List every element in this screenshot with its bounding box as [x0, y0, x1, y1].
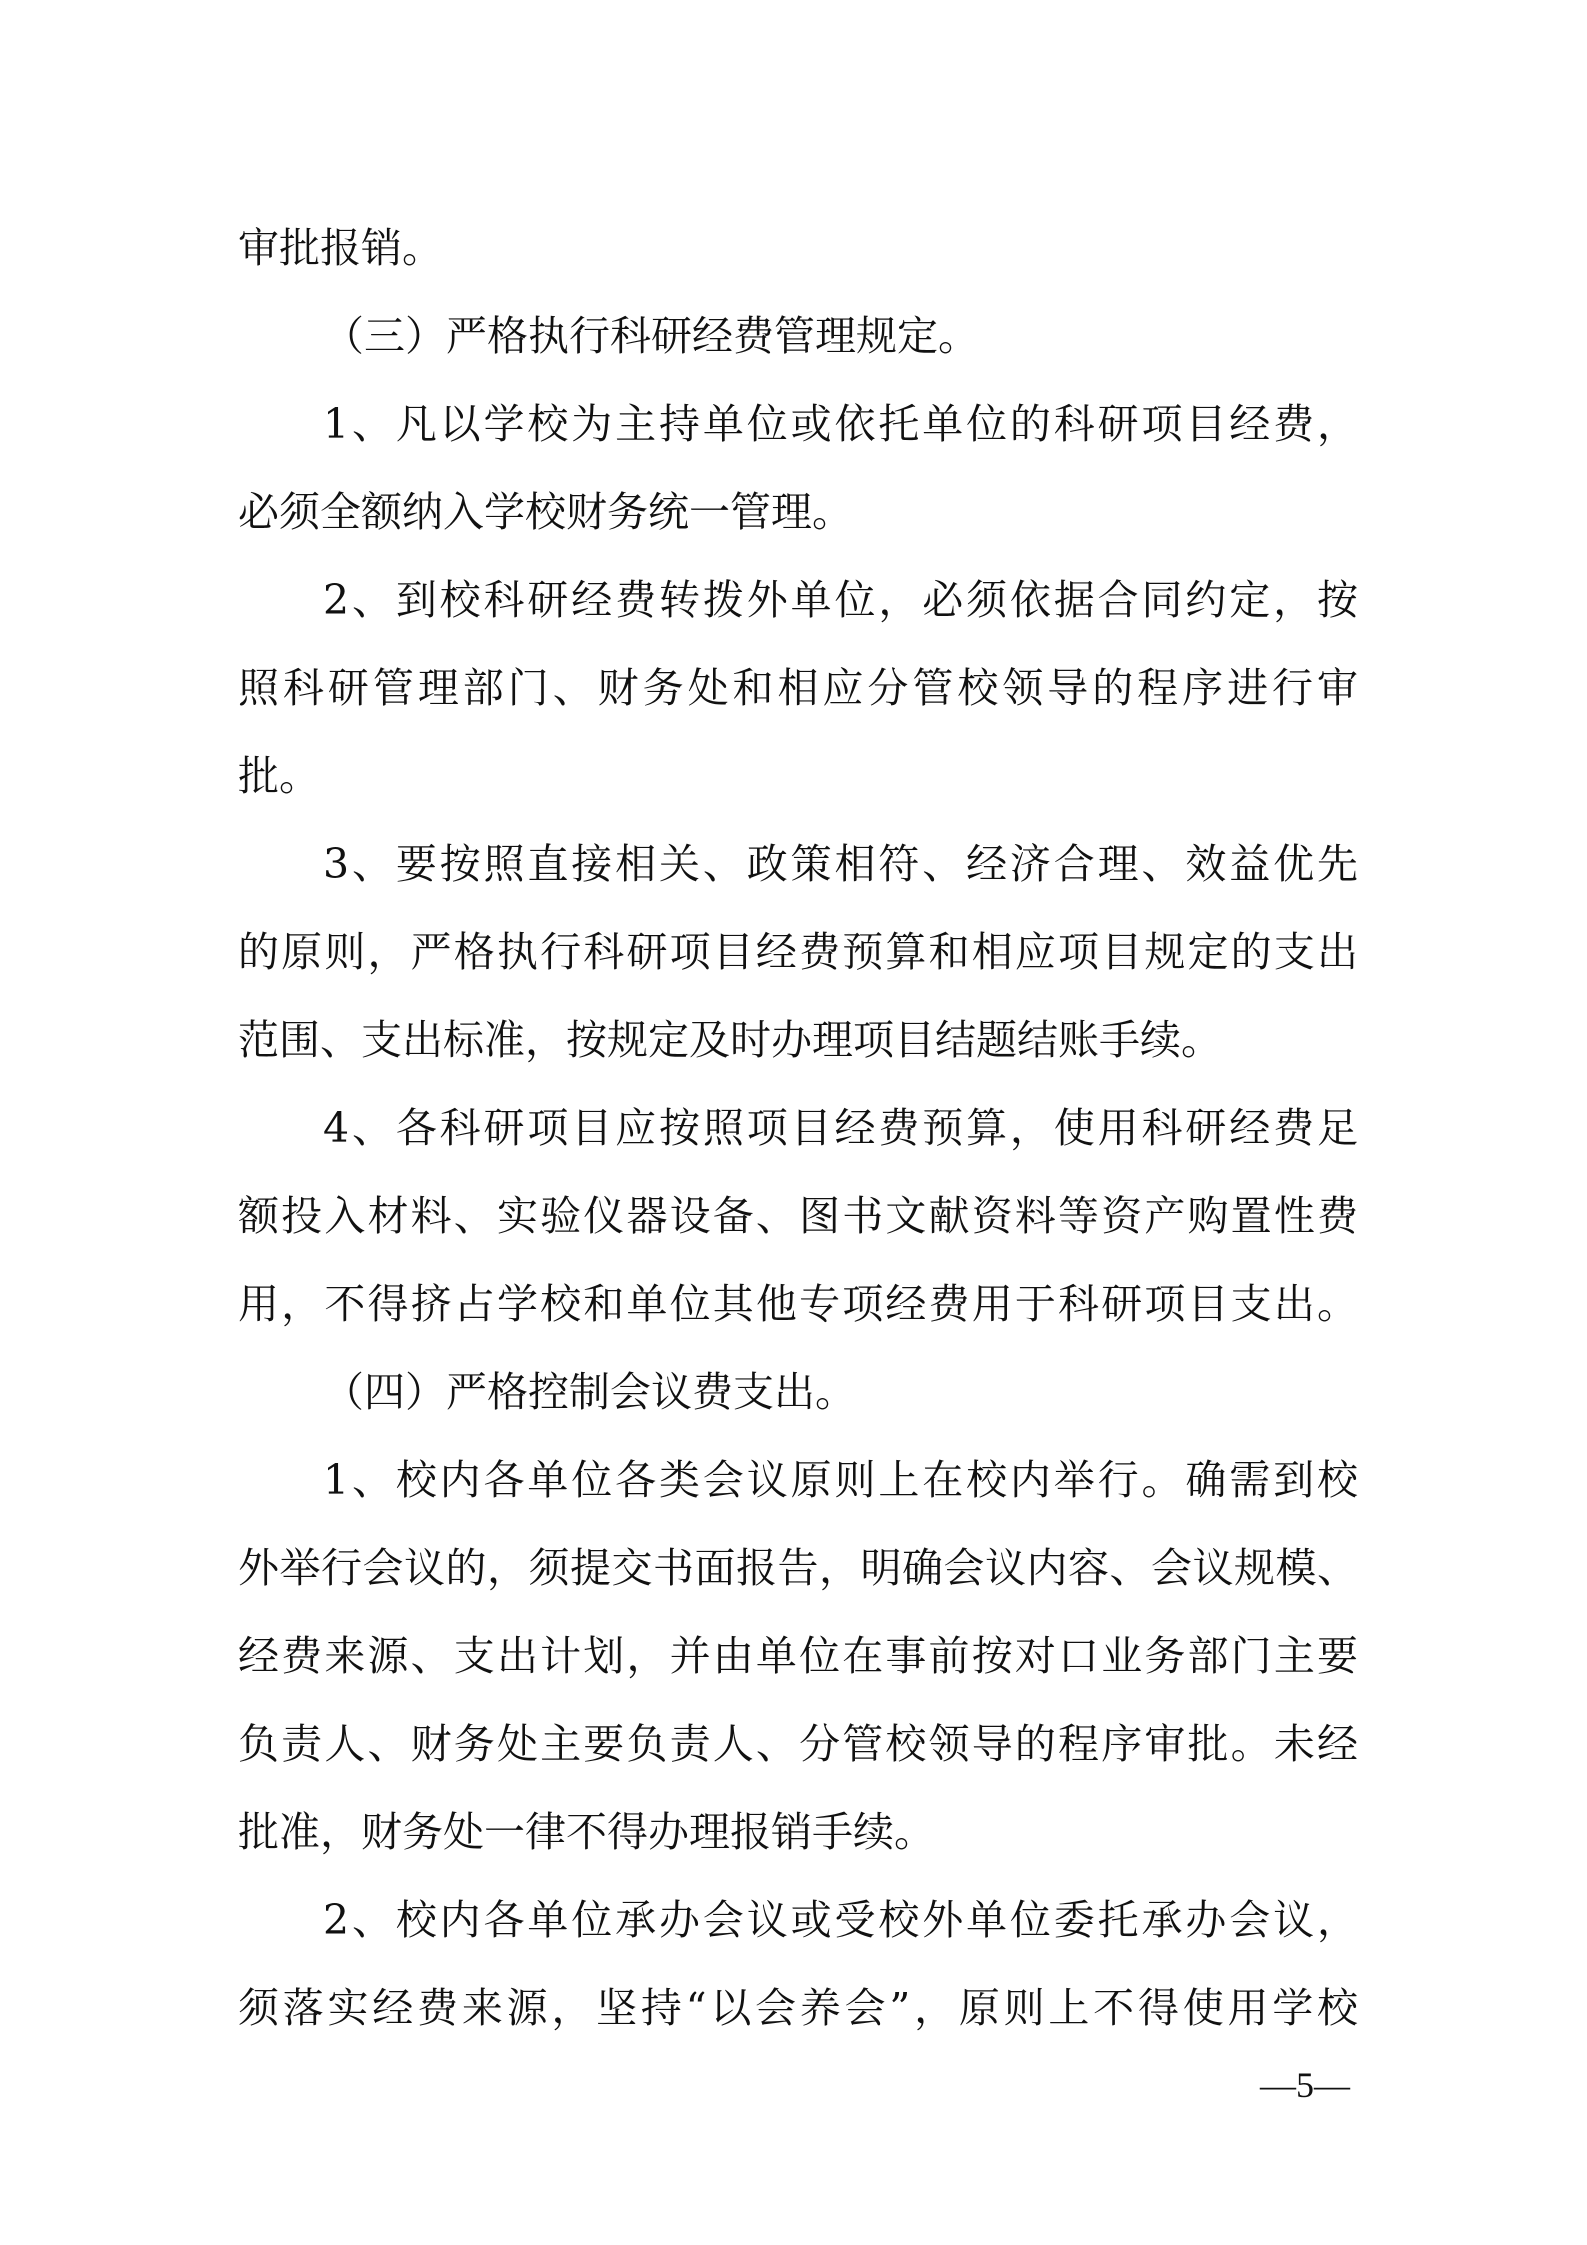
text-line-4: 必须全额纳入学校财务统一管理。	[238, 488, 853, 536]
text-line-15: 1、校内各单位各类会议原则上在校内举行。确需到校	[323, 1456, 1358, 1504]
text-line-16: 外举行会议的，须提交书面报告，明确会议内容、会议规模、	[238, 1544, 1358, 1592]
section-heading-3: （三）严格执行科研经费管理规定。	[323, 312, 979, 360]
text-line-19: 批准，财务处一律不得办理报销手续。	[238, 1808, 935, 1856]
text-line-18: 负责人、财务处主要负责人、分管校领导的程序审批。未经	[238, 1720, 1358, 1768]
text-line-3: 1、凡以学校为主持单位或依托单位的科研项目经费，	[323, 400, 1358, 448]
text-line-7: 批。	[238, 752, 320, 800]
text-line-5: 2、到校科研经费转拨外单位，必须依据合同约定，按	[323, 576, 1358, 624]
text-line-11: 4、各科研项目应按照项目经费预算，使用科研经费足	[323, 1104, 1358, 1152]
text-line-9: 的原则，严格执行科研项目经费预算和相应项目规定的支出	[238, 928, 1358, 976]
text-line-1: 审批报销。	[238, 224, 443, 272]
text-line-8: 3、要按照直接相关、政策相符、经济合理、效益优先	[323, 840, 1358, 888]
text-line-13: 用，不得挤占学校和单位其他专项经费用于科研项目支出。	[238, 1280, 1358, 1328]
text-line-21: 须落实经费来源，坚持“以会养会”，原则上不得使用学校	[238, 1984, 1358, 2032]
page-number: —5—	[1260, 2065, 1350, 2105]
text-line-17: 经费来源、支出计划，并由单位在事前按对口业务部门主要	[238, 1632, 1358, 1680]
text-line-6: 照科研管理部门、财务处和相应分管校领导的程序进行审	[238, 664, 1358, 712]
text-line-12: 额投入材料、实验仪器设备、图书文献资料等资产购置性费	[238, 1192, 1358, 1240]
text-line-20: 2、校内各单位承办会议或受校外单位委托承办会议，	[323, 1896, 1358, 1944]
section-heading-4: （四）严格控制会议费支出。	[323, 1368, 856, 1416]
text-line-10: 范围、支出标准，按规定及时办理项目结题结账手续。	[238, 1016, 1222, 1064]
